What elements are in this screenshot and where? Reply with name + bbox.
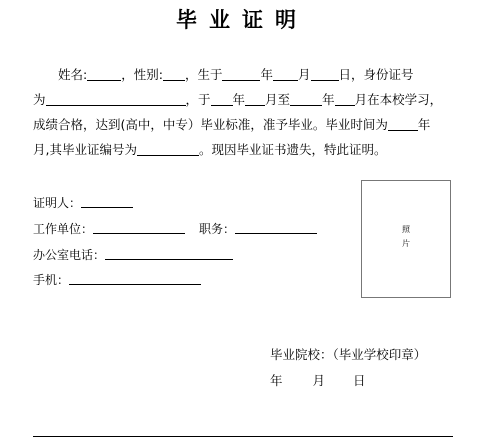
date-day-label: 日 bbox=[353, 373, 366, 388]
office-phone-row bbox=[33, 245, 233, 263]
birth-year-field[interactable] bbox=[222, 66, 260, 81]
end-year-label: 年 bbox=[322, 92, 335, 107]
certificate-number-label: 月,其毕业证编号为 bbox=[33, 142, 137, 157]
certifier-field[interactable] bbox=[81, 193, 133, 208]
work-unit-field[interactable] bbox=[93, 219, 185, 234]
paragraph-line-4 bbox=[33, 137, 459, 162]
study-label: 月在本校学习， bbox=[354, 92, 443, 107]
month-label: 月 bbox=[297, 67, 311, 82]
signature-date bbox=[270, 371, 366, 389]
graduation-year-field[interactable] bbox=[388, 116, 418, 131]
date-month-label: 月 bbox=[312, 373, 326, 388]
graduation-text: 成绩合格，达到(高中，中专）毕业标准，准予毕业。毕业时间为 bbox=[33, 117, 388, 132]
certificate-number-field[interactable] bbox=[137, 141, 199, 156]
mobile-field[interactable] bbox=[69, 270, 201, 285]
certifier-label: 证明人： bbox=[33, 196, 82, 210]
lost-statement: 。现因毕业证书遗失，特此证明。 bbox=[198, 142, 387, 157]
start-month-field[interactable] bbox=[245, 91, 265, 106]
graduation-year-label: 年 bbox=[417, 117, 431, 132]
photo-label: 照片 bbox=[402, 225, 410, 248]
date-year-label: 年 bbox=[270, 373, 283, 388]
born-label: ，生于 bbox=[184, 67, 223, 82]
school-seal-label: 毕业院校：（毕业学校印章） bbox=[270, 347, 427, 362]
start-year-field[interactable] bbox=[211, 91, 233, 106]
office-phone-label: 办公室电话： bbox=[33, 248, 106, 262]
start-year-label: 年 bbox=[232, 92, 246, 107]
position-label: 职务： bbox=[199, 222, 236, 236]
name-field[interactable] bbox=[87, 66, 121, 81]
name-label: 姓名: bbox=[58, 67, 88, 82]
paragraph-line-1 bbox=[33, 62, 459, 87]
end-year-field[interactable] bbox=[290, 91, 322, 106]
indent bbox=[33, 67, 58, 82]
certifier-row bbox=[33, 193, 133, 211]
end-month-field[interactable] bbox=[335, 91, 355, 106]
id-label: ，身份证号 bbox=[351, 67, 414, 82]
bottom-divider bbox=[33, 436, 453, 437]
work-unit-label: 工作单位： bbox=[33, 222, 94, 236]
paragraph-line-2 bbox=[33, 87, 459, 112]
birth-day-field[interactable] bbox=[311, 66, 339, 81]
photo-box[interactable] bbox=[361, 180, 451, 298]
day-label: 日 bbox=[338, 67, 352, 82]
id-number-field[interactable] bbox=[46, 91, 186, 106]
gender-label: ，性别: bbox=[121, 67, 163, 82]
office-phone-field[interactable] bbox=[105, 245, 233, 260]
position-field[interactable] bbox=[235, 219, 317, 234]
mobile-label: 手机： bbox=[33, 273, 70, 287]
mobile-row bbox=[33, 270, 201, 288]
to-label: 月至 bbox=[265, 92, 291, 107]
birth-month-field[interactable] bbox=[273, 66, 298, 81]
page-title: 毕业证明 bbox=[176, 7, 308, 32]
gender-field[interactable] bbox=[163, 66, 185, 81]
for-label: 为 bbox=[33, 92, 46, 107]
from-label: ，于 bbox=[185, 92, 211, 107]
year-label: 年 bbox=[260, 67, 273, 82]
paragraph-line-3 bbox=[33, 112, 459, 137]
work-unit-row bbox=[33, 219, 317, 237]
